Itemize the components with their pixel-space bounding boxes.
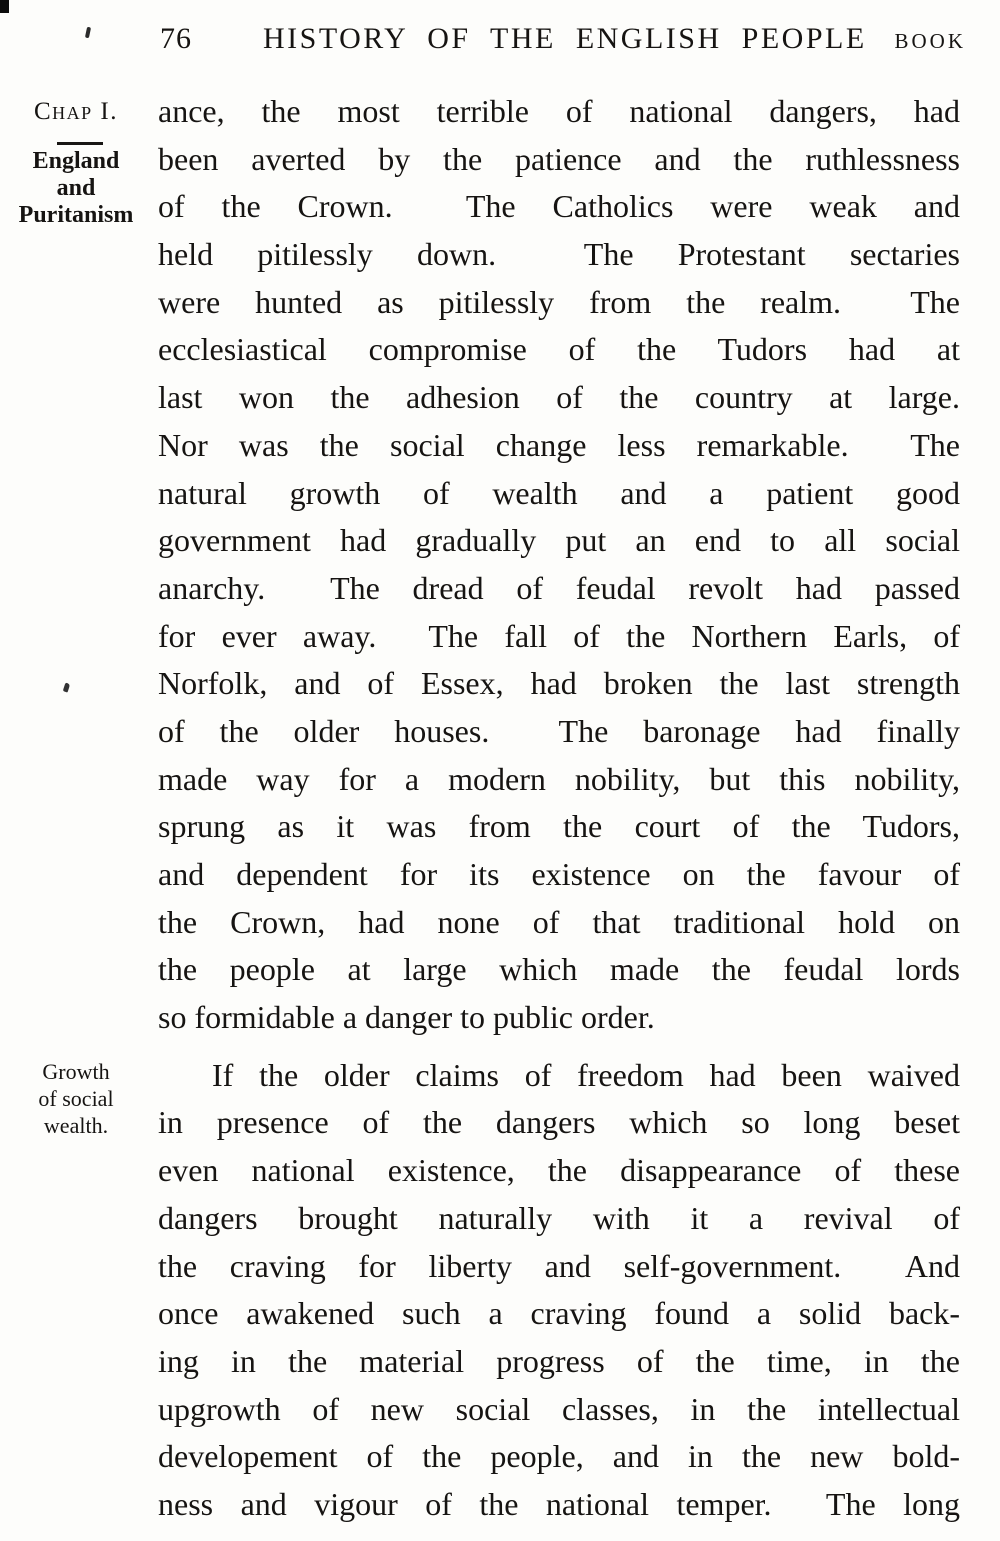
body-line: upgrowth of new social classes, in the intellectual	[158, 1390, 960, 1427]
page-number: 76	[160, 22, 192, 55]
body-line: of the Crown. The Catholics were weak and	[158, 188, 960, 225]
paragraph-1	[158, 88, 960, 1042]
scan-artifact-corner	[0, 0, 9, 13]
body-line: once awakened such a craving found a solid back-	[158, 1295, 960, 1332]
body-line: dangers brought naturally with it a revival of	[158, 1199, 960, 1236]
body-line: even national existence, the disappearance of these	[158, 1152, 960, 1189]
body-line: If the older claims of freedom had been waived	[212, 1056, 960, 1093]
body-line: Nor was the social change less remarkable. The	[158, 426, 960, 463]
body-line: of the older houses. The baronage had finally	[158, 712, 960, 749]
body-line: the Crown, had none of that traditional hold on	[158, 903, 960, 940]
body-line: the craving for liberty and self-government. And	[158, 1247, 960, 1284]
body-line: made way for a modern nobility, but this nobility,	[158, 760, 960, 797]
body-line: ness and vigour of the national temper. The long	[158, 1485, 960, 1522]
body-line: and dependent for its existence on the favour of	[158, 856, 960, 892]
chapter-margin-note: Chap I.	[33, 98, 118, 125]
paragraph-2	[158, 1052, 960, 1529]
body-line: in presence of the dangers which so long beset	[158, 1104, 960, 1141]
chapter-rule	[57, 142, 103, 145]
body-line: anarchy. The dread of feudal revolt had passed	[158, 569, 960, 606]
margin-note-growth-wealth	[0, 1058, 152, 1139]
body-line: Norfolk, and of Essex, had broken the last strength	[158, 665, 960, 702]
margin-note-line: Growth	[42, 1059, 110, 1084]
body-line: been averted by the patience and the ruthlessness	[158, 140, 960, 177]
body-line: the people at large which made the feudal lords	[158, 951, 960, 988]
margin-note-line: and	[56, 175, 96, 201]
margin-note-england-puritanism	[0, 148, 152, 229]
body-line: ance, the most terrible of national dangers, had	[158, 93, 960, 129]
margin-note-line: Puritanism	[18, 202, 134, 228]
book-label: BOOK	[894, 29, 966, 53]
body-line: ing in the material progress of the time, in the	[158, 1342, 960, 1379]
body-line: were hunted as pitilessly from the realm. The	[158, 283, 960, 320]
scan-artifact-speck-top	[85, 27, 91, 39]
body-line: natural growth of wealth and a patient good	[158, 474, 960, 511]
body-line: last won the adhesion of the country at large.	[158, 379, 960, 416]
scan-artifact-speck-margin	[63, 682, 71, 692]
body-text	[158, 88, 960, 1529]
running-title: HISTORY OF THE ENGLISH PEOPLE	[263, 22, 867, 55]
body-line: developement of the people, and in the new bold-	[158, 1438, 960, 1475]
body-line: held pitilessly down. The Protestant sectaries	[158, 236, 960, 273]
margin-note-line: of social	[38, 1086, 114, 1111]
margin-note-line: England	[32, 148, 120, 174]
body-line: so formidable a danger to public order.	[158, 999, 655, 1036]
body-line: sprung as it was from the court of the Tudors,	[158, 808, 960, 845]
body-line: for ever away. The fall of the Northern Earls, of	[158, 617, 960, 654]
margin-note-line: wealth.	[43, 1113, 109, 1138]
body-line: ecclesiastical compromise of the Tudors had at	[158, 331, 960, 368]
body-line: government had gradually put an end to all social	[158, 522, 960, 559]
